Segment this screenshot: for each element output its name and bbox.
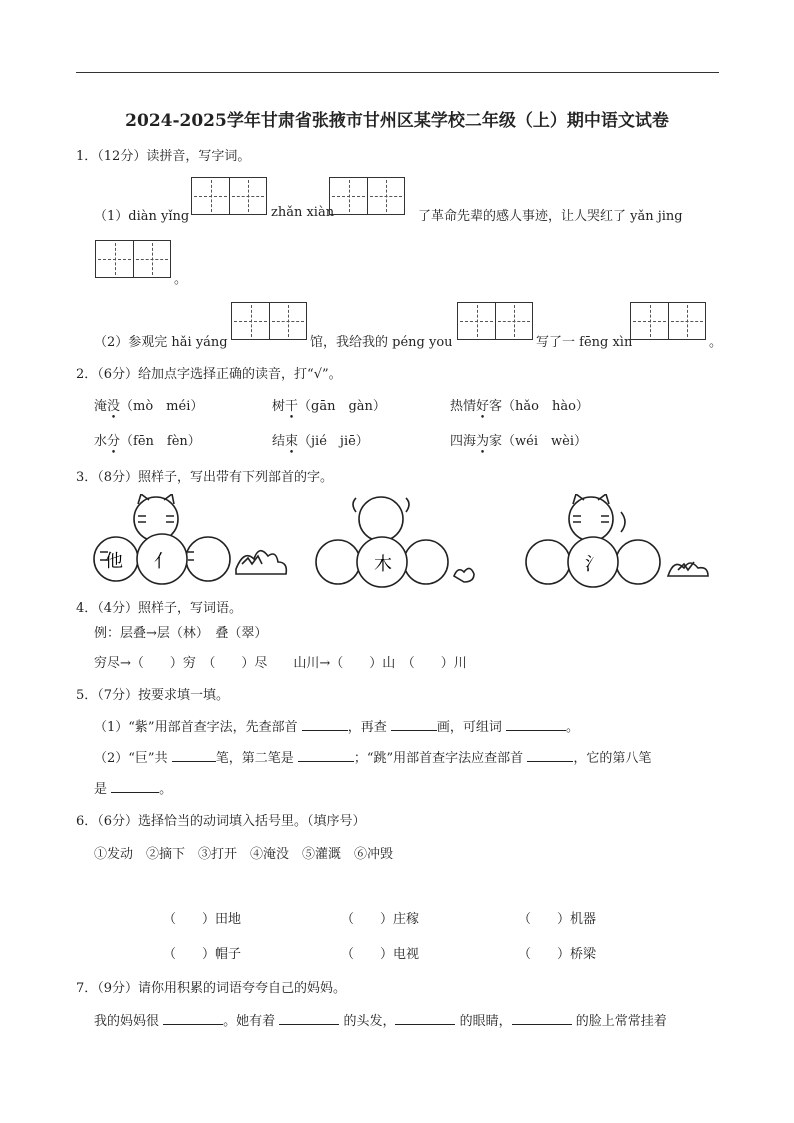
q4-example: 例：层叠→层（林） 叠（翠）	[94, 626, 268, 641]
q1-writing-grid-4[interactable]	[231, 302, 307, 340]
q5-blank-1[interactable]	[302, 716, 348, 731]
q6-item-6: （ ）桥梁	[518, 947, 597, 962]
q1-pinyin-fengxin: 写了一 fēng xìn	[536, 335, 633, 350]
q3-radical-mu: 木	[374, 554, 392, 575]
q7-line: 我的妈妈很 。她有着 的头发， 的眼睛， 的脸上常常挂着	[94, 1010, 667, 1029]
q6-item-2: （ ）庄稼	[341, 912, 420, 927]
q5-blank-3[interactable]	[506, 716, 566, 731]
q1-heading: 1．（12分）读拼音，写字词。	[76, 149, 251, 164]
q3-cat-illustration	[86, 494, 726, 589]
q7-blank-1[interactable]	[163, 1010, 223, 1025]
q6-item-5: （ ）电视	[341, 947, 420, 962]
q7-blank-4[interactable]	[512, 1010, 572, 1025]
q1-sentence-2: 馆，我给我的 péng you	[310, 335, 453, 350]
top-rule	[76, 72, 719, 73]
q3-radical-ren: 亻	[154, 551, 172, 572]
q1-writing-grid-1[interactable]	[191, 177, 267, 215]
q2-item-yanmo: 淹没（mò méi）	[94, 399, 204, 414]
q7-blank-3[interactable]	[395, 1010, 455, 1025]
q6-heading: 6．（6分）选择恰当的动词填入括号里。（填序号）	[76, 814, 366, 829]
q5-blank-2[interactable]	[391, 716, 437, 731]
q5-blank-5[interactable]	[298, 747, 354, 762]
q1-writing-grid-5[interactable]	[457, 302, 533, 340]
q7-heading: 7．（9分）请你用积累的词语夸夸自己的妈妈。	[76, 981, 347, 996]
q6-item-1: （ ）田地	[163, 912, 242, 927]
q3-example-char: 他	[105, 551, 123, 572]
q5-blank-7[interactable]	[111, 778, 159, 793]
q5-blank-4[interactable]	[172, 747, 216, 762]
q2-item-shuifen: 水分（fēn fèn）	[94, 434, 201, 449]
q2-item-shugan: 树干（gān gàn）	[272, 399, 386, 414]
q1-writing-grid-3[interactable]	[95, 240, 171, 278]
q1-writing-grid-2[interactable]	[329, 177, 405, 215]
q4-exercise: 穷尽→（ ）穷 （ ）尽 山川→（ ）山 （ ）川	[94, 656, 467, 671]
q1-end-period: 。	[709, 335, 723, 350]
q2-item-haoke: 热情好客（hǎo hào）	[450, 399, 589, 414]
q4-heading: 4．（4分）照样子，写词语。	[76, 601, 243, 616]
q6-item-4: （ ）帽子	[163, 947, 242, 962]
q1-pinyin-dianying: （1）diàn yǐng	[94, 209, 190, 224]
q1-writing-grid-6[interactable]	[630, 302, 706, 340]
q7-blank-2[interactable]	[279, 1010, 339, 1025]
q5-line-2: （2）“巨”共 笔，第二笔是 ；“跳”用部首查字法应查部首 ，它的第八笔	[94, 747, 651, 766]
q5-line-1: （1）“紫”用部首查字法，先查部首 ，再查 画，可组词 。	[94, 716, 579, 735]
page-title: 2024-2025学年甘肃省张掖市甘州区某学校二年级（上）期中语文试卷	[125, 111, 669, 131]
q3-radical-shui: 氵	[585, 554, 603, 575]
q1-pinyin-haiyang: （2）参观完 hǎi yáng	[94, 335, 228, 350]
q1-sentence-1: 了革命先辈的感人事迹，让人哭红了 yǎn jing	[418, 209, 683, 224]
q5-heading: 5．（7分）按要求填一填。	[76, 688, 230, 703]
q1-period: 。	[174, 272, 188, 287]
q2-item-jieshu: 结束（jié jiē）	[272, 434, 369, 449]
q6-options: ①发动 ②摘下 ③打开 ④淹没 ⑤灌溉 ⑥冲毁	[94, 847, 394, 862]
q6-item-3: （ ）机器	[518, 912, 597, 927]
q5-line-3: 是 。	[94, 778, 172, 797]
q2-heading: 2．（6分）给加点字选择正确的读音，打“√”。	[76, 367, 342, 382]
q5-blank-6[interactable]	[527, 747, 573, 762]
q3-heading: 3．（8分）照样子，写出带有下列部首的字。	[76, 470, 334, 485]
q1-pinyin-zhanxian: zhǎn xiàn	[271, 205, 335, 220]
q2-item-weijia: 四海为家（wéi wèi）	[450, 434, 587, 449]
